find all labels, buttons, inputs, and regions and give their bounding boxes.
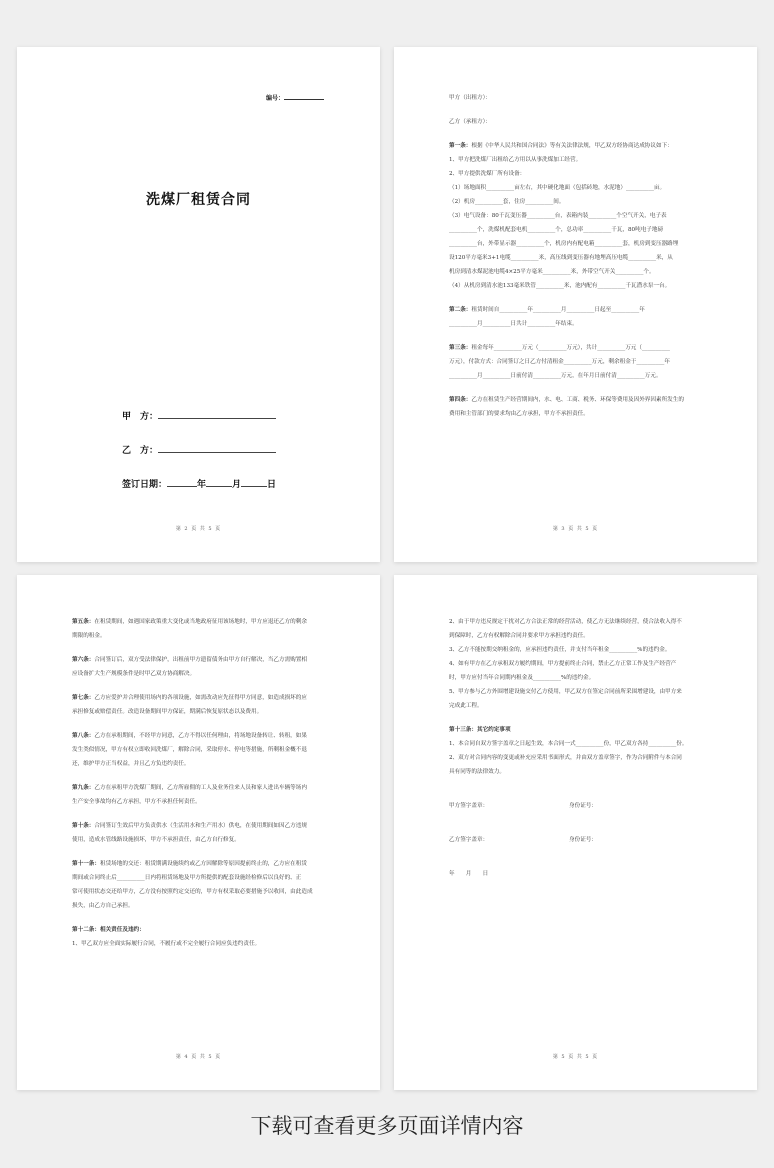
contract-line [449,181,702,195]
contract-line [449,407,702,421]
page-5-clauses [449,615,702,779]
party-b-blank [158,443,276,453]
contract-line [449,115,702,129]
contract-line [449,153,702,167]
contract-line [72,857,325,871]
contract-line [449,393,702,407]
contract-page-4 [17,575,380,1090]
clause-text: 5、甲方参与乙方外围增建设施交付乙方使用，甲乙双方在签定合同前所采围增建设，由甲方来 [449,689,682,695]
clause-heading: 第七条： [72,695,95,701]
contract-line [449,737,702,751]
contract-page-3 [394,47,757,562]
contract-line [449,91,702,105]
contract-page-2 [17,47,380,562]
contract-line [72,705,325,719]
clause-text: 到保障时，乙方有权解除合同并要求甲方承担违约责任。 [449,633,589,639]
party-b-seal-row [449,833,702,847]
clause-text: 乙方在租赁生产经营期间内，水、电、工商、税务、环保等费用及因外界因素所发生的 [471,397,684,403]
contract-line [72,819,325,833]
contract-line [449,279,702,293]
page-3-body [449,91,702,421]
contract-line [72,923,325,937]
clause-text: 2、甲方提供洗煤厂所有设备： [449,171,526,177]
page-footer: 第 2 页 共 5 页 [175,526,222,532]
clause-text: __________月__________日前付清__________万元，在年月日前付清__________万元。 [449,373,662,379]
day-blank [241,477,267,487]
clause-text: 1、甲方把洗煤厂出租给乙方用以从事洗煤加工经营。 [449,157,582,163]
clause-text: 具有同等的法律效力。 [449,769,505,775]
contract-line [72,757,325,771]
clause-text: 时，甲方应付当年合同期内租金及__________%的违约金。 [449,675,595,681]
clause-text: 完成此工程。 [449,703,483,709]
contract-line [72,781,325,795]
month-blank [206,477,232,487]
page-4-body [72,615,325,951]
clause-text: 费用和主管部门的要求均由乙方承担，甲方不承担责任。 [449,411,589,417]
clause-text: 乙方在承租甲方洗煤厂期间，乙方所雇佣的工人及业务往来人员和家人进出车辆等场内 [94,785,307,791]
clause-text: 使用，造成水管线路设施损坏，甲方不承担责任，由乙方自行修复。 [72,837,240,843]
contract-line [449,685,702,699]
clause-text: 租赁时间自__________年__________月__________日起至__________年 [471,307,645,313]
year-blank [167,477,197,487]
contract-line [72,667,325,681]
clause-text: 4、如有甲方在乙方承租双方履约期间，甲方提前终止合同，禁止乙方正常工作及生产经营产 [449,661,677,667]
contract-line [72,795,325,809]
clause-text: 发生类似情况，甲方有权立即收回洗煤厂，解除合同，采取停水、停电等措施，所剩租金概不退 [72,747,307,753]
party-a-line [122,409,276,422]
contract-line [449,643,702,657]
contract-title: 洗煤厂租赁合同 [146,192,251,208]
party-a-id-label: 身份证号： [569,803,597,809]
party-a-seal-label: 甲方签字盖章： [449,803,489,809]
clause-text: 租金每年__________万元（__________万元），共计__________万元（__________ [471,345,670,351]
clause-heading: 第九条： [72,785,95,791]
contract-line [72,691,325,705]
contract-line [449,317,702,331]
party-b-id-label: 身份证号： [569,837,597,843]
clause-text: __________月__________日共计__________年结束。 [449,321,578,327]
clause-text: （3）电气设备：80千瓦变压器__________台，表箱内装__________个空气开关，电子表 [449,213,667,219]
clause-text: 承担修复或赔偿责任。改造设备期间甲方保证，期满后恢复原状态以及费用。 [72,709,263,715]
clause-text: （4）从机房到清水池133毫米铁管__________米，池内配有__________千瓦潜水泵一台。 [449,283,671,289]
clause-text: 甲方（出租方）： [449,95,491,101]
clause-text: __________个，洗煤机配套电机__________个，总功率__________千瓦，80吨电子地磅 [449,227,664,233]
party-b-line [122,443,276,456]
clause-text: __________台，外带显示器__________个，机房内有配电箱__________套，机房到变压器路埋 [449,241,679,247]
clause-text: 还，维护甲方正当权益，并且乙方负违约责任。 [72,761,190,767]
clause-text: 乙方在承租期间，不经甲方同意，乙方不得以任何理由，将场地设备转让、转租，如果 [94,733,307,739]
contract-line [449,657,702,671]
clause-text: 万元），付款方式：合同签订之日乙方付清租金__________万元，剩余租金于__________年 [449,359,670,365]
contract-line [72,833,325,847]
contract-line [449,265,702,279]
clause-text: 合同签订后，双方受法律保护，出租前甲方遗留债务由甲方自行解决，当乙方需购置相 [94,657,307,663]
page-footer: 第 4 页 共 5 页 [175,1054,222,1060]
sign-date-line [122,477,276,490]
clause-heading: 第十一条： [72,861,100,867]
clause-text: 1、本合同自双方签字盖章之日起生效，本合同一式__________份，甲乙双方各持__________份。 [449,741,688,747]
contract-line [449,629,702,643]
clause-text: 乙方应爱护并合理使用场内的各项设施，如需改动应先征得甲方同意，如造成损坏的应 [94,695,307,701]
page-footer: 第 3 页 共 5 页 [552,526,599,532]
contract-line [449,209,702,223]
contract-number-label: 编号： [265,95,284,102]
signature-date: 年 月 日 [449,871,489,877]
contract-line [449,615,702,629]
contract-line [72,615,325,629]
clause-text: 机房到清水煤泥池电缆4×25平方毫米__________米，外带空气开关__________个。 [449,269,655,275]
contract-line [449,341,702,355]
clause-text: 1、甲乙双方应全面实际履行合同，不履行或不完全履行合同应负违约责任。 [72,941,261,947]
clause-text: 3、乙方不能按期交纳租金的，应承担违约责任，并支付当年租金__________%的违约金。 [449,647,671,653]
party-a-seal-row [449,799,702,813]
contract-line [72,653,325,667]
contract-line [72,629,325,643]
contract-line [449,765,702,779]
contract-line [449,223,702,237]
clause-text: 租赁场地的交还：租赁期满设施续约或乙方因解除等原因提前终止的，乙方应在租赁 [99,861,307,867]
clause-text: 应设备扩大生产规模条件是时甲乙双方协商解决。 [72,671,196,677]
contract-page-5 [394,575,757,1090]
contract-line [449,303,702,317]
contract-number-blank [284,93,324,100]
contract-line [72,743,325,757]
month-label: 月 [232,480,242,490]
contract-line [449,369,702,383]
clause-text: 合同签订生效后甲方负责供水（生活用水和生产用水）供电，在使用期间如因乙方违规 [94,823,307,829]
contract-line [72,871,325,885]
clause-text: （1）场地面积__________亩左右，其中硬化地面（包括砖地，水泥地）__________亩。 [449,185,666,191]
party-b-seal-label: 乙方签字盖章： [449,837,489,843]
contract-line [72,885,325,899]
clause-heading: 第一条： [449,143,472,149]
contract-line [449,251,702,265]
party-b-label: 乙 方： [122,446,159,456]
contract-line [449,167,702,181]
clause-text: 期限的租金。 [72,633,106,639]
clause-text: 乙方（承租方）： [449,119,491,125]
download-caption: 下载可查看更多页面详情内容 [250,1114,524,1138]
clause-heading: 第十三条：其它约定事项 [449,727,511,733]
year-label: 年 [197,480,207,490]
clause-text: 2、双方对合同内容的变更或补充应采用书面形式，并由双方盖章签字，作为合同附件与本合同 [449,755,682,761]
party-a-blank [158,409,276,419]
clause-text: 根据《中华人民共和国合同法》等有关法律法规，甲乙双方经协商达成协议如下： [471,143,673,149]
clause-text: （2）机房__________套，住房__________间。 [449,199,565,205]
page-5-body [449,615,702,881]
clause-text: 在租赁期间，如遇国家政策重大变化或当地政府征用该场地时，甲方应退还乙方的剩余 [94,619,307,625]
contract-line [449,699,702,713]
clause-text: 期间或合同终止后__________日内将租赁场地及甲方所提供的配套设施经检修后以良好的、正 [72,875,302,881]
party-a-label: 甲 方： [122,412,159,422]
contract-line [449,139,702,153]
contract-line [72,899,325,913]
clause-heading: 第二条： [449,307,472,313]
contract-line [449,237,702,251]
contract-line [449,671,702,685]
contract-line [449,195,702,209]
page-footer: 第 5 页 共 5 页 [552,1054,599,1060]
contract-number [266,93,324,102]
contract-line [449,751,702,765]
contract-line [72,729,325,743]
contract-line [449,723,702,737]
clause-text: 生产安全事故均有乙方承担，甲方不承担任何责任。 [72,799,201,805]
clause-heading: 第三条： [449,345,472,351]
contract-line [72,937,325,951]
sign-date-label: 签订日期： [122,480,168,490]
clause-text: 2、由于甲方违反规定干扰对乙方合法正常的经营活动，使乙方无法继续经营，使合法收入得不 [449,619,682,625]
clause-heading: 第十二条：相关责任及违约： [72,927,145,933]
clause-text: 常可使用状态交还给甲方，乙方没有按照约定交还的，甲方有权采取必要措施予以收回，由此造成 [72,889,313,895]
clause-heading: 第五条： [72,619,95,625]
contract-line [449,355,702,369]
clause-text: 设120平方毫米3+1电缆__________米，高压线到变压器有地埋高压电缆__________米，从 [449,255,673,261]
clause-heading: 第六条： [72,657,95,663]
clause-heading: 第四条： [449,397,472,403]
clause-text: 损失，由乙方自己承担。 [72,903,134,909]
clause-heading: 第八条： [72,733,95,739]
clause-heading: 第十条： [72,823,95,829]
day-label: 日 [267,480,277,490]
